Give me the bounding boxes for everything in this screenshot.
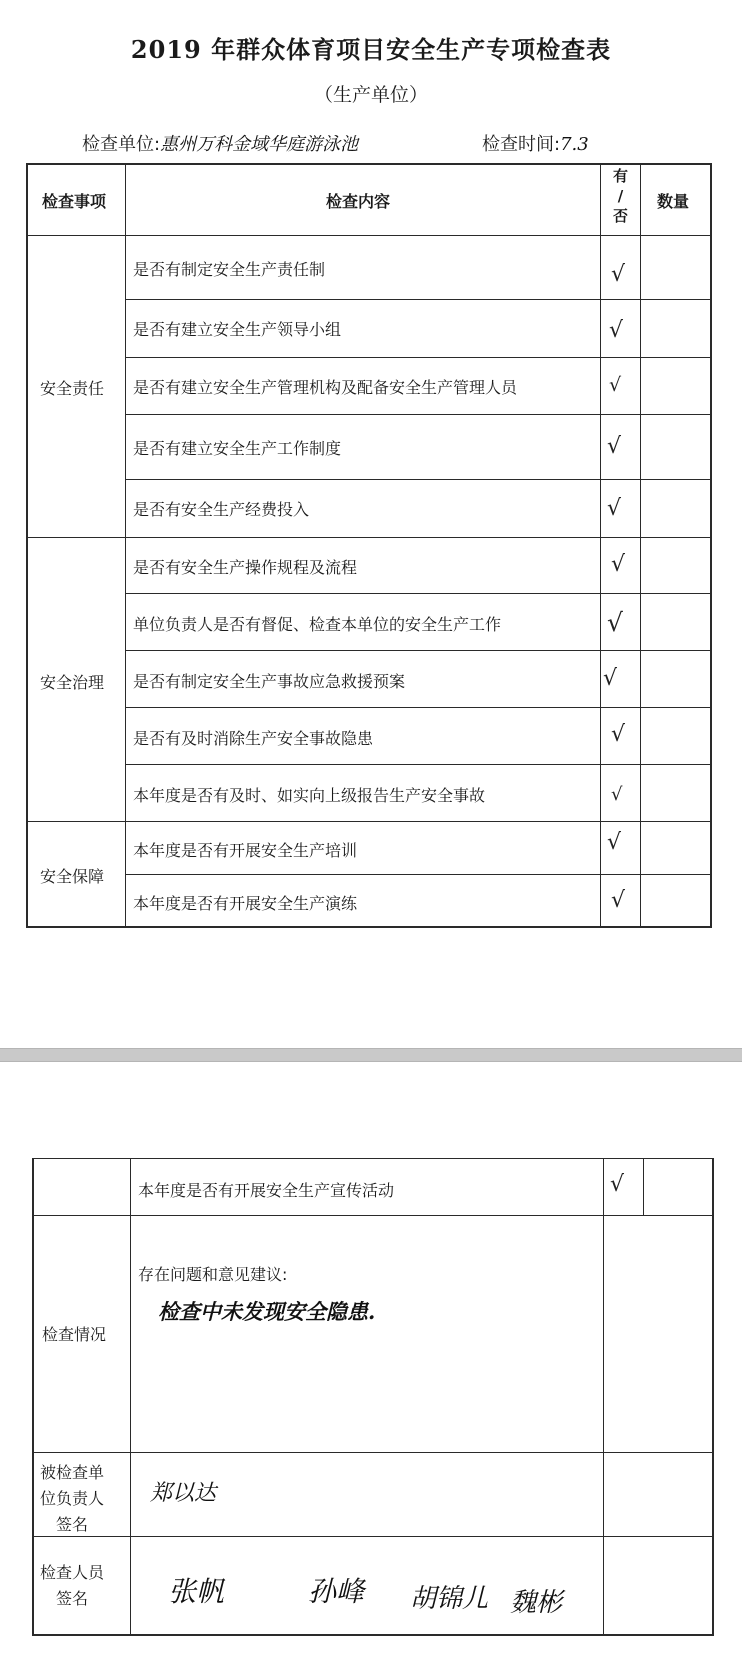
row-divider [125,874,712,875]
check-mark: √ [607,434,622,459]
inspected-unit-line [82,130,358,156]
check-mark: √ [607,496,622,521]
column-divider [125,163,126,927]
inspector-signature: 胡锦儿 [410,1584,489,1614]
check-item-content: 本年度是否有开展安全生产宣传活动 [138,1181,395,1200]
header-content: 检查内容 [326,192,391,211]
check-item-content: 是否有制定安全生产事故应急救援预案 [133,672,406,691]
group-divider [26,821,712,822]
inspectors-label-line1: 检查人员 [40,1563,105,1582]
page-two [0,1062,742,1675]
inspection-handwritten-note: 检查中未发现安全隐患. [158,1299,376,1324]
check-mark: √ [611,888,626,913]
column-divider [600,163,601,927]
header-has-or-not [601,166,640,226]
row-divider [32,1536,714,1537]
check-item-content: 是否有建立安全生产工作制度 [133,439,342,458]
unit-label: 检查单位: [82,134,161,155]
inspector-signature: 张帆 [168,1575,225,1608]
table-border [26,926,712,928]
check-mark: √ [611,722,626,747]
table-border [32,1158,34,1636]
table-border [26,163,28,927]
inspection-prompt: 存在问题和意见建议: [138,1265,288,1284]
row-divider [125,357,712,358]
inspectors-label-line2: 签名 [56,1589,89,1608]
check-mark: √ [607,830,622,855]
inspector-signature: 孙峰 [308,1575,365,1608]
column-divider [640,163,641,927]
time-handwritten: 7.3 [560,134,589,155]
check-item-content: 单位负责人是否有督促、检查本单位的安全生产工作 [133,615,502,634]
row-divider [125,650,712,651]
check-mark: √ [611,552,626,577]
check-item-content: 是否有建立安全生产管理机构及配备安全生产管理人员 [133,378,518,397]
document-title: 2019 年群众体育项目安全生产专项检查表 [130,35,612,64]
column-divider [130,1158,131,1636]
unit-handwritten: 惠州万科金域华庭游泳池 [160,134,359,155]
time-label: 检查时间: [482,134,561,155]
category-safety-responsibility: 安全责任 [40,379,105,398]
check-item-content: 是否有建立安全生产领导小组 [133,320,342,339]
row-divider [32,1215,714,1216]
header-has-mid: / [617,187,624,205]
row-divider [32,1452,714,1453]
header-has-bot: 否 [612,207,628,225]
check-item-content: 本年度是否有开展安全生产培训 [133,841,358,860]
header-has-top: 有 [612,167,628,185]
table-border [712,1158,714,1636]
responsible-label-line1: 被检查单 [40,1463,105,1482]
responsible-signature: 郑以达 [150,1481,217,1506]
check-item-content: 是否有及时消除生产安全事故隐患 [133,729,374,748]
row-divider [125,414,712,415]
responsible-label-line2: 位负责人 [40,1489,105,1508]
row-divider [125,593,712,594]
check-mark: √ [609,374,622,396]
page-separator [0,1048,742,1062]
inspectors-label [40,1560,104,1612]
responsible-person-label [40,1460,104,1538]
group-divider [26,537,712,538]
check-item-content: 本年度是否有及时、如实向上级报告生产安全事故 [133,786,486,805]
header-item: 检查事项 [42,192,107,211]
row-divider [125,764,712,765]
table-border [26,163,712,165]
check-mark: √ [610,1172,625,1197]
table-border [32,1158,714,1159]
check-mark: √ [611,262,626,287]
check-item-content: 本年度是否有开展安全生产演练 [133,894,358,913]
check-item-content: 是否有制定安全生产责任制 [133,260,326,279]
check-item-content: 是否有安全生产操作规程及流程 [133,558,358,577]
table-border [710,163,712,927]
category-safety-guarantee: 安全保障 [40,867,105,886]
category-safety-governance: 安全治理 [40,673,105,692]
document-subtitle: （生产单位） [313,84,428,106]
inspection-status-label: 检查情况 [42,1325,107,1344]
table-border [32,1634,714,1636]
check-mark: √ [611,784,623,805]
header-count: 数量 [657,192,690,211]
row-divider [125,479,712,480]
column-divider [603,1158,604,1636]
row-divider [125,299,712,300]
row-divider [125,707,712,708]
inspection-time-line [482,130,589,156]
column-divider [643,1158,644,1215]
table-border [26,235,712,236]
check-mark: √ [607,608,623,637]
check-mark: √ [609,318,624,343]
inspector-signature: 魏彬 [510,1588,563,1618]
check-mark: √ [603,666,618,691]
responsible-label-line3: 签名 [56,1515,89,1534]
check-item-content: 是否有安全生产经费投入 [133,500,310,519]
